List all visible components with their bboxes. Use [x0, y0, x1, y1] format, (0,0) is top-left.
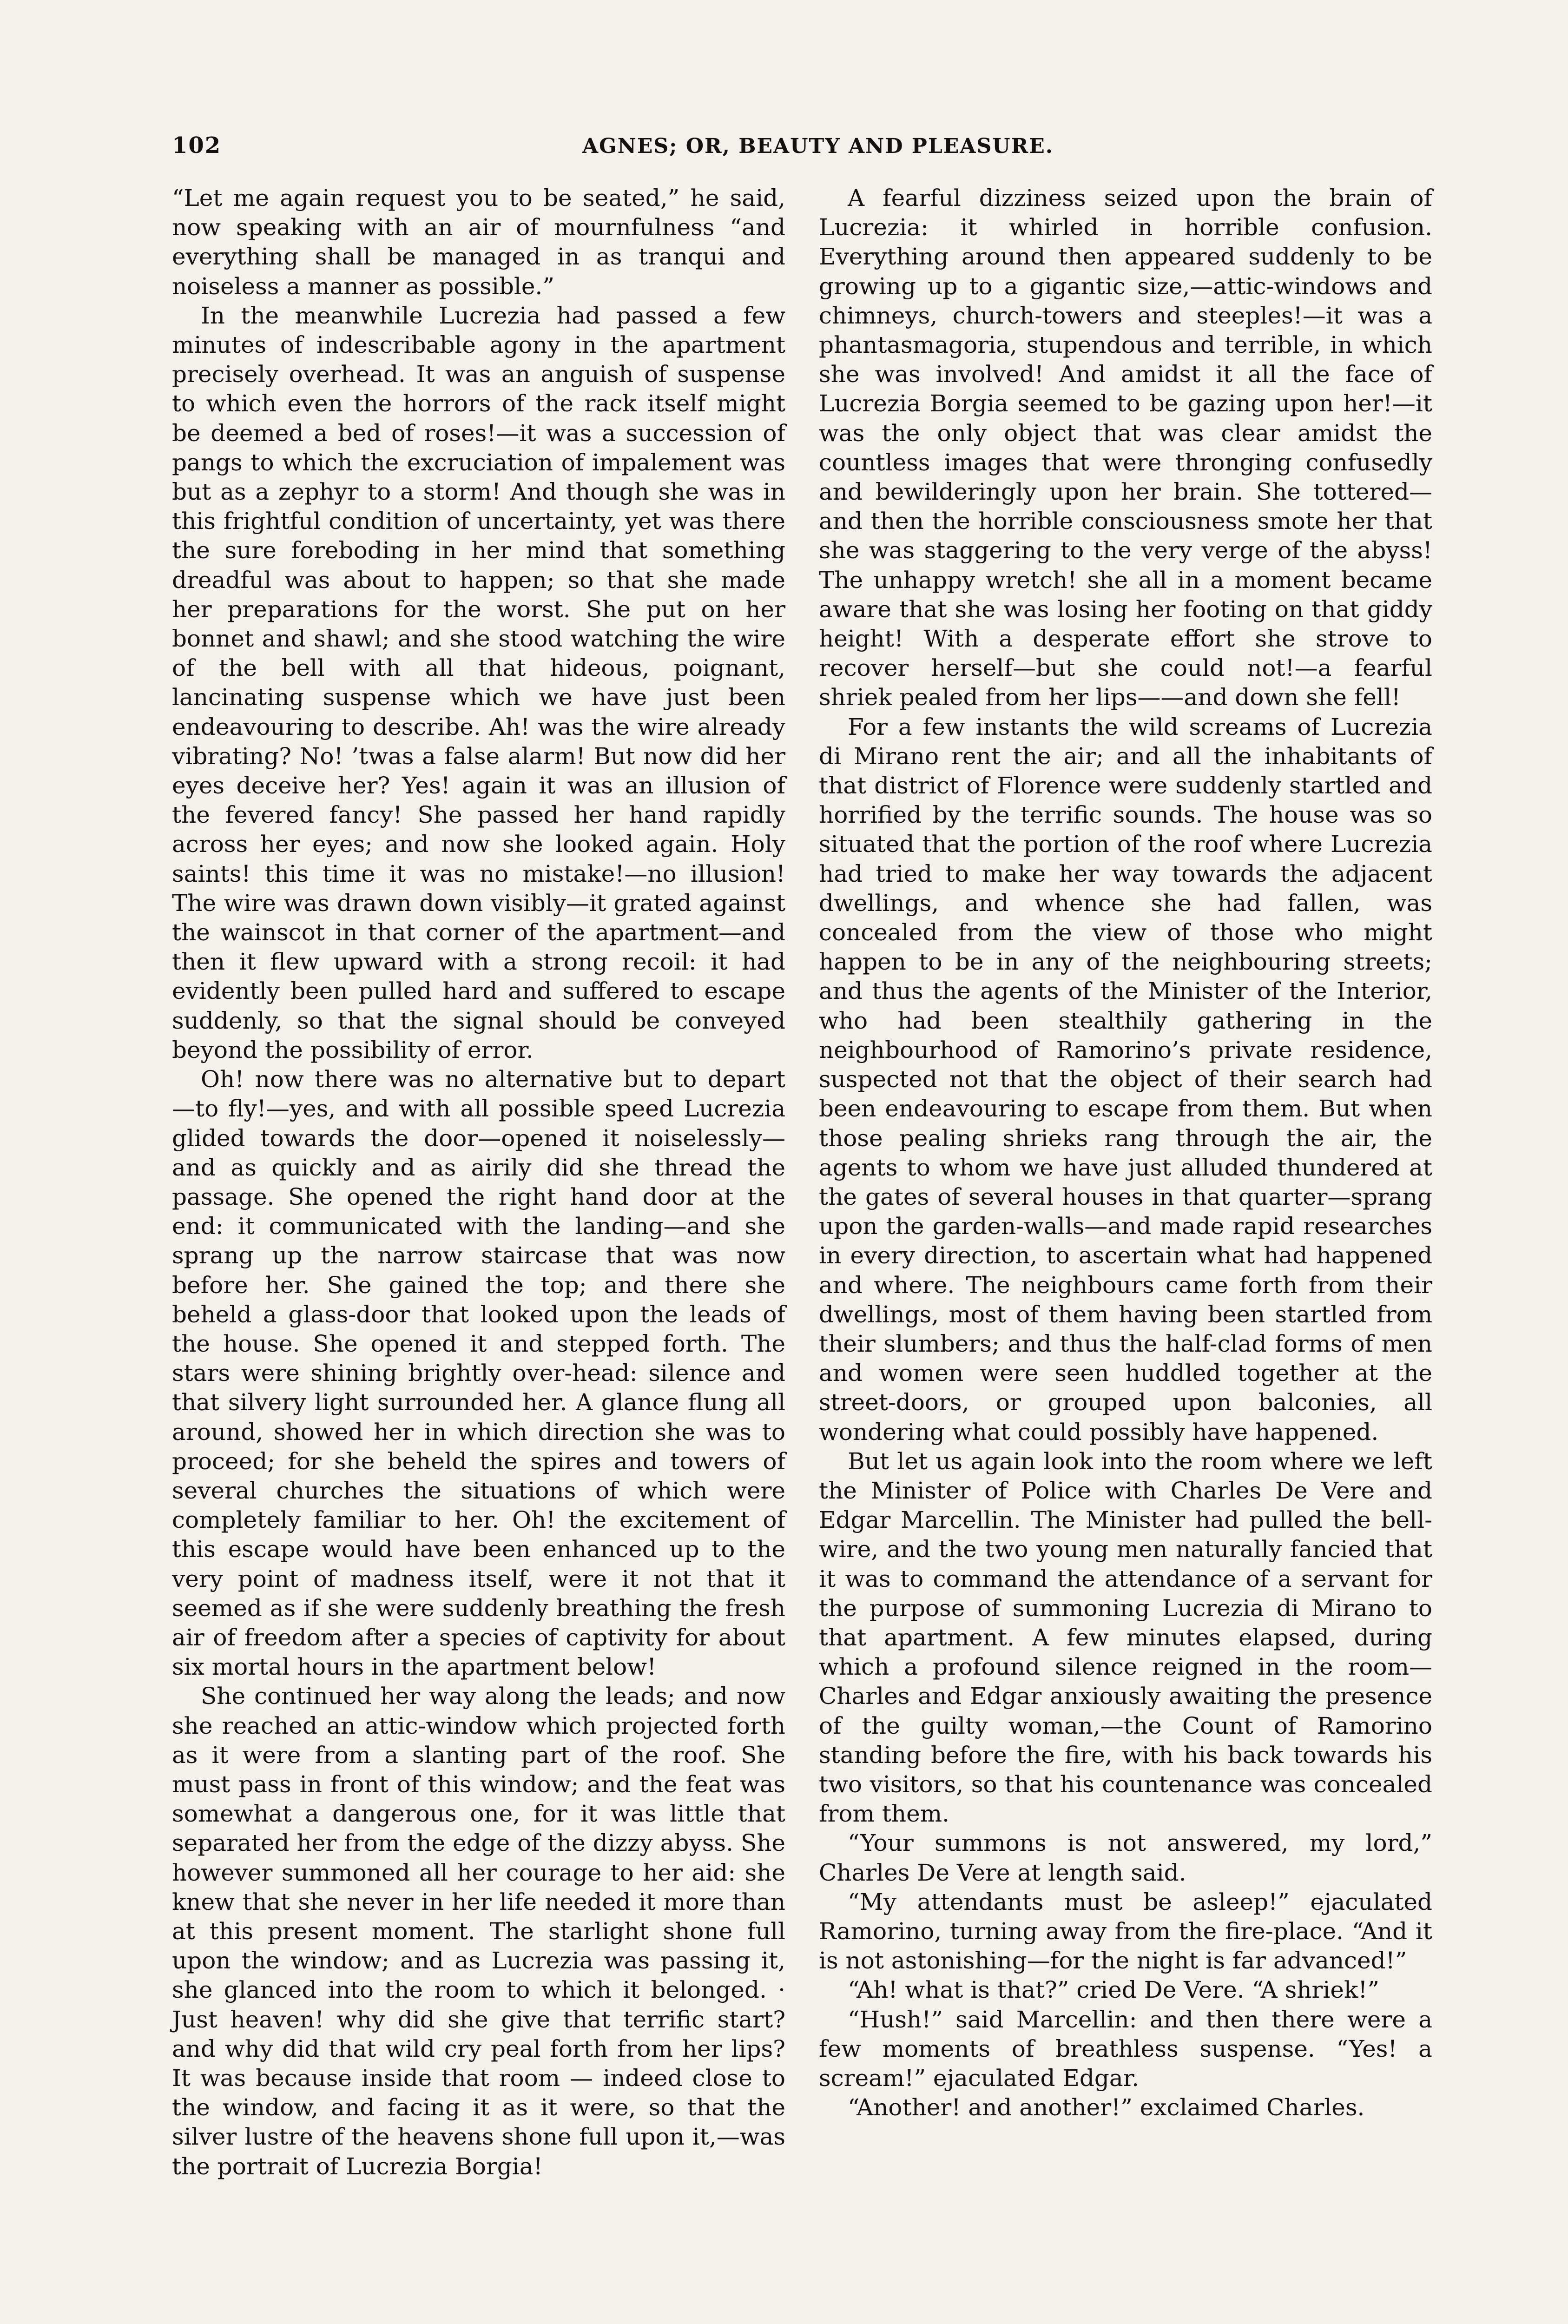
page-header: [172, 132, 1464, 170]
paragraph: “Hush!” said Marcellin: and then there were a few moments of breathless suspense. “Yes! a scream!” ejaculated Edgar.: [819, 2006, 1432, 2092]
paragraph: She continued her way along the leads; and now she reached an attic-window which projected forth as it were from a slanting part of the roof. She must pass in front of this window; and the feat was somewhat a dangerous one, for it was little that separated her from the edge of the dizzy abyss. She however summoned all her courage to her aid: she knew that she never in her life needed it more than at this present moment. The starlight shone full upon the window; and as Lucrezia was passing it, she glanced into the room to which it belonged. · Just heaven! why did she give that terrific start? and why did that wild cry peal forth from her lips? It was because inside that room — indeed close to the window, and facing it as it were, so that the silver lustre of the heavens shone full upon it,—was the portrait of Lucrezia Borgia!: [172, 1683, 785, 2180]
paragraph: Oh! now there was no alternative but to depart —to fly!—yes, and with all possible speed Lucrezia glided towards the door—opened it noiselessly—and as quickly and as airily did she thread the passage. She opened the right hand door at the end: it communicated with the landing—and she sprang up the narrow staircase that was now before her. She gained the top; and there she beheld a glass-door that looked upon the leads of the house. She opened it and stepped forth. The stars were shining brightly over-head: silence and that silvery light surrounded her. A glance flung all around, showed her in which direction she was to proceed; for she beheld the spires and towers of several churches the situations of which were completely familiar to her. Oh! the excitement of this escape would have been enhanced up to the very point of madness itself, were it not that it seemed as if she were suddenly breathing the fresh air of freedom after a species of captivity for about six mortal hours in the apartment below!: [172, 1066, 785, 1681]
running-title: AGNES; OR, BEAUTY AND PLEASURE.: [582, 134, 1054, 158]
paragraph: A fearful dizziness seized upon the brain of Lucrezia: it whirled in horrible confusion. Everything around then appeared suddenly to be growing up to a gigantic size,—attic-windows and chimneys, church-towers and steeples!—it was a phantasmagoria, stupendous and terrible, in which she was involved! And amidst it all the face of Lucrezia Borgia seemed to be gazing upon her!—it was the only object that was clear amidst the countless images that were thronging confusedly and bewilderingly upon her brain. She tottered—and then the horrible consciousness smote her that she was staggering to the very verge of the abyss! The unhappy wretch! she all in a moment became aware that she was losing her footing on that giddy height! With a desperate effort she strove to recover herself—but she could not!—a fearful shriek pealed from her lips——and down she fell!: [819, 185, 1432, 711]
paragraph: But let us again look into the room where we left the Minister of Police with Charles De Vere and Edgar Marcellin. The Minister had pulled the bell-wire, and the two young men naturally fancied that it was to command the attendance of a servant for the purpose of summoning Lucrezia di Mirano to that apartment. A few minutes elapsed, during which a profound silence reigned in the room—Charles and Edgar anxiously awaiting the presence of the guilty woman,—the Count of Ramorino standing before the fire, with his back towards his two visitors, so that his countenance was concealed from them.: [819, 1447, 1432, 1828]
page-number: 102: [172, 132, 222, 158]
paragraph: “Ah! what is that?” cried De Vere. “A shriek!”: [848, 1976, 1379, 2004]
paragraph: “Another! and another!” exclaimed Charles.: [848, 2094, 1365, 2121]
paragraph: For a few instants the wild screams of Lucrezia di Mirano rent the air; and all the inhabitants of that district of Florence were suddenly startled and horrified by the terrific sounds. The house was so situated that the portion of the roof where Lucrezia had tried to make her way towards the adjacent dwellings, and whence she had fallen, was concealed from the view of those who might happen to be in any of the neighbouring streets; and thus the agents of the Minister of the Interior, who had been stealthily gathering in the neighbourhood of Ramorino’s private residence, suspected not that the object of their search had been endeavouring to escape from them. But when those pealing shrieks rang through the air, the agents to whom we have just alluded thundered at the gates of several houses in that quarter—sprang upon the garden-walls—and made rapid researches in every direction, to ascertain what had happened and where. The neighbours came forth from their dwellings, most of them having been startled from their slumbers; and thus the half-clad forms of men and women were seen huddled together at the street-doors, or grouped upon balconies, all wondering what could possibly have happened.: [819, 713, 1432, 1446]
paragraph: “Your summons is not answered, my lord,” Charles De Vere at length said.: [819, 1829, 1432, 1886]
paragraph: “Let me again request you to be seated,” he said, now speaking with an air of mournfulness “and everything shall be managed in as tranqui and noiseless a manner as possible.”: [172, 185, 785, 300]
paragraph: In the meanwhile Lucrezia had passed a few minutes of indescribable agony in the apartment precisely overhead. It was an anguish of suspense to which even the horrors of the rack itself might be deemed a bed of roses!—it was a succession of pangs to which the excruciation of impalement was but as a zephyr to a storm! And though she was in this frightful condition of uncertainty, yet was there the sure foreboding in her mind that something dreadful was about to happen; so that she made her preparations for the worst. She put on her bonnet and shawl; and she stood watching the wire of the bell with all that hideous, poignant, lancinating suspense which we have just been endeavouring to describe. Ah! was the wire already vibrating? No! ’twas a false alarm! But now did her eyes deceive her? Yes! again it was an illusion of the fevered fancy! She passed her hand rapidly across her eyes; and now she looked again. Holy saints! this time it was no mistake!—no illusion! The wire was drawn down visibly—it grated against the wainscot in that corner of the apartment—and then it flew upward with a strong recoil: it had evidently been pulled hard and suffered to escape suddenly, so that the signal should be conveyed beyond the possibility of error.: [172, 302, 785, 1063]
paragraph: “My attendants must be asleep!” ejaculated Ramorino, turning away from the fire-place. “And it is not astonishing—for the night is far advanced!”: [819, 1888, 1432, 1974]
left-column: [172, 184, 785, 2181]
right-column: [819, 184, 1432, 2122]
